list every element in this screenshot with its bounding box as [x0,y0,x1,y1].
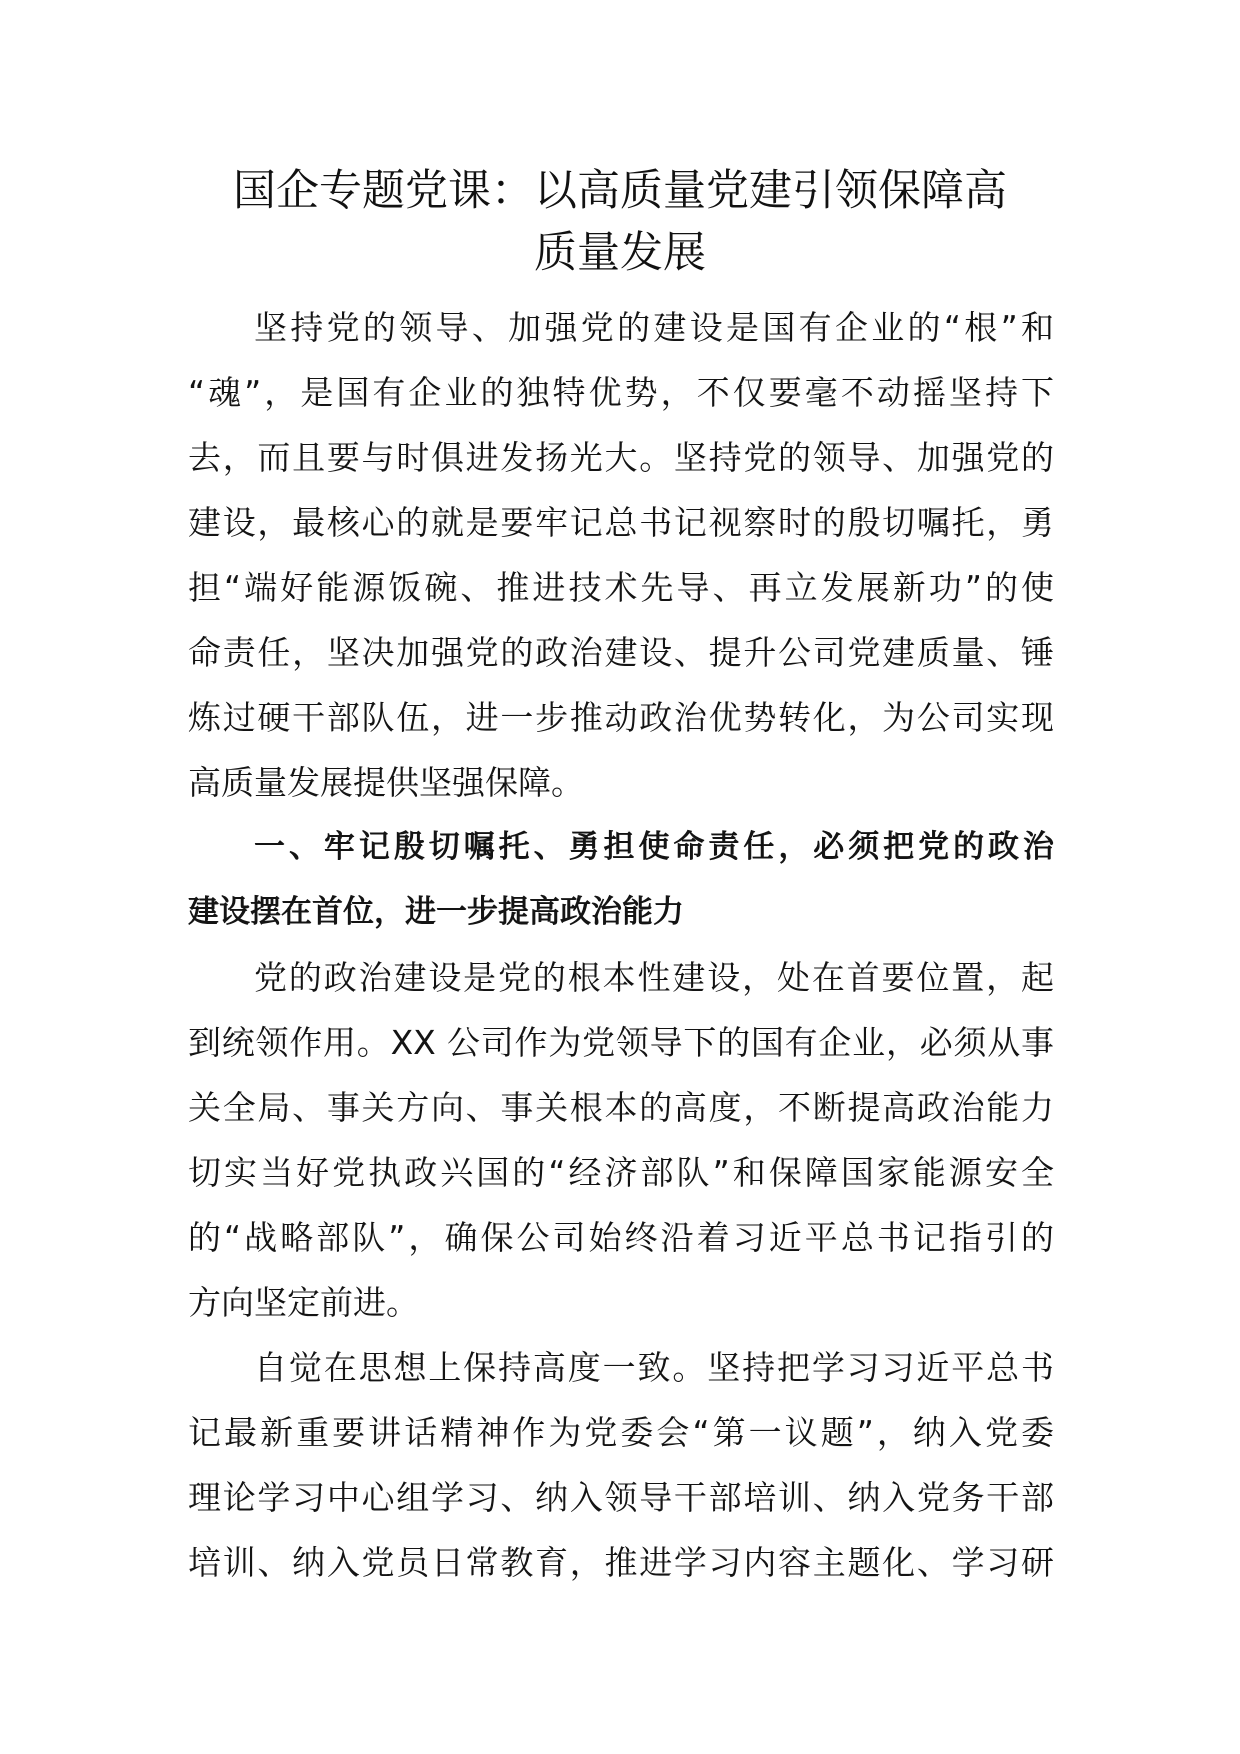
title-line-1: 国企专题党课：以高质量党建引领保障高 [233,166,1007,216]
text-line: 高质量发展提供坚强保障。 [188,763,584,802]
heading-line: 建设摆在首位，进一步提高政治能力 [188,894,684,930]
text-line: 建设，最核心的就是要牢记总书记视察时的殷切嘱托，勇 [188,503,1054,542]
text-line: “魂”，是国有企业的独特优势，不仅要毫不动摇坚持下 [188,373,1054,412]
text-line: 命责任，坚决加强党的政治建设、提升公司党建质量、锤 [188,633,1054,672]
text-line: 去，而且要与时俱进发扬光大。坚持党的领导、加强党的 [188,438,1054,477]
text-line: 炼过硬干部队伍，进一步推动政治优势转化，为公司实现 [188,698,1054,737]
page-title [190,160,1050,284]
text-line: 到统领作用。XX 公司作为党领导下的国有企业，必须从事 [188,1023,1054,1062]
document-body [188,295,1054,1595]
text-line: 党的政治建设是党的根本性建设，处在首要位置，起 [254,958,1054,997]
paragraph-ideological-unity [188,1335,1054,1595]
text-line: 方向坚定前进。 [188,1283,419,1322]
paragraph-intro [188,295,1054,815]
text-line: 培训、纳入党员日常教育，推进学习内容主题化、学习研 [188,1543,1054,1582]
heading-line: 一、牢记殷切嘱托、勇担使命责任，必须把党的政治 [254,829,1054,865]
text-line: 的“战略部队”，确保公司始终沿着习近平总书记指引的 [188,1218,1054,1257]
text-line: 坚持党的领导、加强党的建设是国有企业的“根”和 [254,308,1054,347]
paragraph-political-building [188,945,1054,1335]
text-line: 记最新重要讲话精神作为党委会“第一议题”，纳入党委 [188,1413,1054,1452]
section-heading-1 [188,815,1054,945]
title-line-2: 质量发展 [534,228,706,278]
text-line: 担“端好能源饭碗、推进技术先导、再立发展新功”的使 [188,568,1054,607]
text-line: 理论学习中心组学习、纳入领导干部培训、纳入党务干部 [188,1478,1054,1517]
text-line: 切实当好党执政兴国的“经济部队”和保障国家能源安全 [188,1153,1054,1192]
text-line: 自觉在思想上保持高度一致。坚持把学习习近平总书 [254,1348,1054,1387]
text-line: 关全局、事关方向、事关根本的高度，不断提高政治能力 [188,1088,1054,1127]
